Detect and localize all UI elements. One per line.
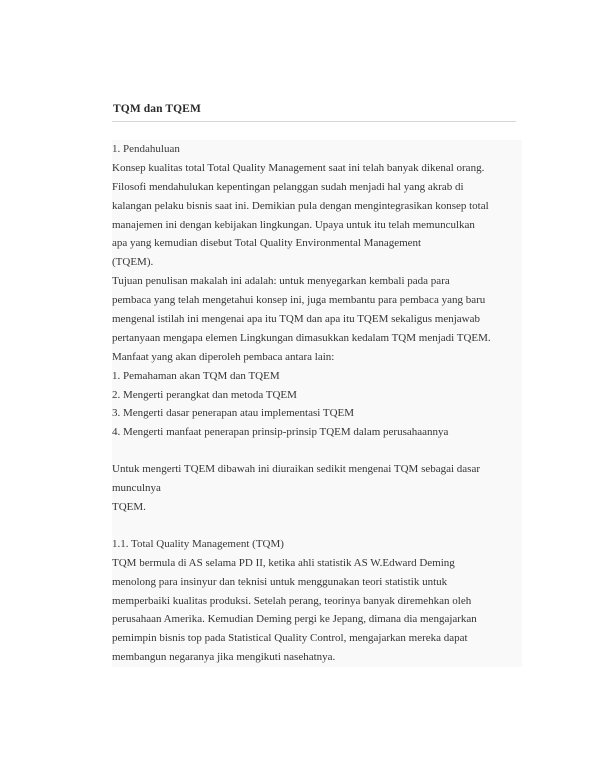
paragraph-line: kalangan pelaku bisnis saat ini. Demikian pula dengan mengintegrasikan konsep total bbox=[112, 199, 489, 212]
document-body bbox=[112, 140, 522, 667]
paragraph-line: pembaca yang telah mengetahui konsep ini, juga membantu para pembaca yang baru bbox=[112, 294, 486, 307]
paragraph-line: Untuk mengerti TQEM dibawah ini diuraikan sedikit mengenai TQM sebagai dasar bbox=[112, 463, 481, 476]
list-item: 2. Mengerti perangkat dan metoda TQEM bbox=[112, 388, 297, 401]
paragraph-line: Konsep kualitas total Total Quality Management saat ini telah banyak dikenal orang. bbox=[112, 161, 485, 174]
paragraph-line: manajemen ini dengan kebijakan lingkungan. Upaya untuk itu telah memunculkan bbox=[112, 218, 475, 231]
paragraph-line: Manfaat yang akan diperoleh pembaca antara lain: bbox=[112, 350, 335, 363]
paragraph-line: Filosofi mendahulukan kepentingan pelanggan sudah menjadi hal yang akrab di bbox=[112, 180, 464, 193]
paragraph-line: TQEM. bbox=[112, 501, 146, 514]
paragraph-line: mengenal istilah ini mengenai apa itu TQM dan apa itu TQEM sekaligus menjawab bbox=[112, 313, 481, 326]
paragraph-line: apa yang kemudian disebut Total Quality Environmental Management bbox=[112, 237, 422, 250]
paragraph-line: menolong para insinyur dan teknisi untuk menggunakan teori statistik untuk bbox=[112, 575, 448, 588]
list-item: 4. Mengerti manfaat penerapan prinsip-prinsip TQEM dalam perusahaannya bbox=[112, 426, 449, 439]
paragraph-gap bbox=[112, 517, 522, 535]
list-item: 3. Mengerti dasar penerapan atau implementasi TQEM bbox=[112, 407, 355, 420]
paragraph-line: perusahaan Amerika. Kemudian Deming pergi ke Jepang, dimana dia mengajarkan bbox=[112, 613, 477, 626]
section-heading-pendahuluan: 1. Pendahuluan bbox=[112, 143, 180, 155]
paragraph-line: pemimpin bisnis top pada Statistical Quality Control, mengajarkan mereka dapat bbox=[112, 632, 468, 645]
paragraph-line: memperbaiki kualitas produksi. Setelah perang, teorinya banyak diremehkan oleh bbox=[112, 594, 472, 607]
paragraph-line: TQM bermula di AS selama PD II, ketika ahli statistik AS W.Edward Deming bbox=[112, 556, 455, 569]
paragraph-line: pertanyaan mengapa elemen Lingkungan dimasukkan kedalam TQM menjadi TQEM. bbox=[112, 331, 491, 344]
list-item: 1. Pemahaman akan TQM dan TQEM bbox=[112, 369, 280, 382]
document-title: TQM dan TQEM bbox=[113, 103, 201, 115]
title-divider bbox=[112, 121, 516, 122]
paragraph-line: Tujuan penulisan makalah ini adalah: untuk menyegarkan kembali pada para bbox=[112, 275, 450, 288]
section-heading-tqm: 1.1. Total Quality Management (TQM) bbox=[112, 537, 284, 550]
paragraph-gap bbox=[112, 442, 522, 460]
paragraph-line: membangun negaranya jika mengikuti nasehatnya. bbox=[112, 651, 336, 664]
paragraph-line: munculnya bbox=[112, 482, 161, 495]
paragraph-line: (TQEM). bbox=[112, 256, 154, 269]
